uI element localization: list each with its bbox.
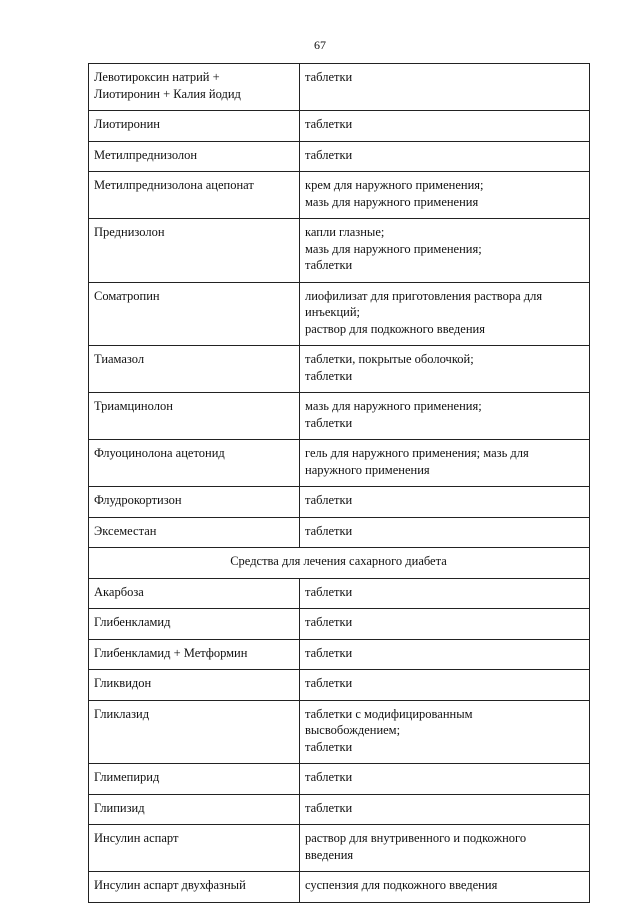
drug-name-cell: [89, 578, 300, 609]
dosage-form: таблетки: [305, 415, 353, 430]
drug-name-cell: [89, 609, 300, 640]
dosage-form-cell: [300, 111, 590, 142]
dosage-form: таблетки с модифицированным: [305, 706, 473, 721]
drug-name: Лиотиронин + Калия йодид: [94, 86, 241, 101]
table-row: [89, 111, 590, 142]
dosage-form: мазь для наружного применения;: [305, 241, 482, 256]
drug-name-cell: [89, 794, 300, 825]
dosage-form: инъекций;: [305, 305, 361, 319]
drug-name-cell: [89, 346, 300, 393]
dosage-form-cell: [300, 487, 590, 518]
drug-name: Флуоцинолона ацетонид: [94, 446, 225, 460]
drug-name: Глипизид: [94, 800, 145, 815]
dosage-form: капли глазные;: [305, 225, 385, 239]
section-header-row: [89, 548, 590, 579]
page-number: 67: [314, 38, 326, 52]
table-row: [89, 172, 590, 219]
table-row: [89, 487, 590, 518]
dosage-form-cell: [300, 346, 590, 393]
dosage-form-cell: [300, 825, 590, 872]
dosage-form: таблетки: [305, 258, 353, 272]
drug-name: Тиамазол: [94, 352, 145, 366]
dosage-form-cell: [300, 440, 590, 487]
drug-name-cell: [89, 393, 300, 440]
drug-name: Соматропин: [94, 288, 160, 303]
dosage-form: гель для наружного применения; мазь для: [305, 446, 529, 460]
dosage-form-cell: [300, 872, 590, 903]
dosage-form: таблетки: [305, 800, 353, 815]
dosage-form-cell: [300, 517, 590, 548]
drug-name-cell: [89, 517, 300, 548]
section-title: Средства для лечения сахарного диабета: [89, 548, 590, 579]
table-row: [89, 346, 590, 393]
drug-name: Лиотиронин: [94, 117, 160, 131]
dosage-form: таблетки: [305, 584, 353, 599]
drug-table: [88, 63, 590, 903]
dosage-form: таблетки: [305, 523, 353, 538]
dosage-form-cell: [300, 64, 590, 111]
drug-name-cell: [89, 64, 300, 111]
drug-name: Эксеместан: [94, 523, 157, 538]
dosage-form: высвобождением;: [305, 723, 401, 737]
drug-name: Гликлазид: [94, 706, 150, 721]
drug-table-body: [89, 64, 590, 903]
table-row: [89, 219, 590, 283]
table-row: [89, 670, 590, 701]
drug-name: Триамцинолон: [94, 399, 173, 413]
dosage-form: крем для наружного применения;: [305, 178, 484, 192]
table-row: [89, 282, 590, 346]
dosage-form: мазь для наружного применения: [305, 194, 479, 209]
dosage-form: таблетки: [305, 739, 353, 754]
dosage-form-cell: [300, 670, 590, 701]
dosage-form: таблетки: [305, 493, 353, 507]
dosage-form: наружного применения: [305, 462, 430, 477]
drug-name: Инсулин аспарт: [94, 831, 179, 845]
dosage-form: таблетки: [305, 117, 353, 131]
dosage-form: таблетки, покрытые оболочкой;: [305, 352, 474, 366]
dosage-form-cell: [300, 639, 590, 670]
drug-name: Метилпреднизолон: [94, 147, 198, 162]
table-row: [89, 517, 590, 548]
dosage-form: лиофилизат для приготовления раствора для: [305, 288, 543, 303]
dosage-form-cell: [300, 700, 590, 764]
dosage-form: таблетки: [305, 368, 353, 383]
drug-name: Гликвидон: [94, 676, 152, 690]
dosage-form-cell: [300, 609, 590, 640]
table-row: [89, 393, 590, 440]
drug-name-cell: [89, 219, 300, 283]
table-row: [89, 872, 590, 903]
dosage-form: суспензия для подкожного введения: [305, 878, 498, 892]
drug-name-cell: [89, 639, 300, 670]
dosage-form-cell: [300, 764, 590, 795]
drug-name-cell: [89, 111, 300, 142]
drug-name: Метилпреднизолона ацепонат: [94, 178, 254, 192]
drug-name-cell: [89, 700, 300, 764]
drug-name-cell: [89, 440, 300, 487]
table-row: [89, 794, 590, 825]
dosage-form: таблетки: [305, 70, 353, 84]
table-row: [89, 141, 590, 172]
drug-name: Преднизолон: [94, 225, 165, 239]
dosage-form: таблетки: [305, 147, 353, 162]
table-row: [89, 440, 590, 487]
dosage-form-cell: [300, 794, 590, 825]
drug-name-cell: [89, 670, 300, 701]
dosage-form-cell: [300, 172, 590, 219]
drug-name-cell: [89, 825, 300, 872]
dosage-form: таблетки: [305, 770, 353, 784]
table-row: [89, 764, 590, 795]
dosage-form-cell: [300, 219, 590, 283]
dosage-form-cell: [300, 282, 590, 346]
drug-name: Глибенкламид + Метформин: [94, 645, 248, 660]
drug-name-cell: [89, 764, 300, 795]
drug-name-cell: [89, 872, 300, 903]
table-row: [89, 825, 590, 872]
drug-name: Инсулин аспарт двухфазный: [94, 878, 246, 892]
dosage-form: таблетки: [305, 615, 353, 629]
drug-name: Глимепирид: [94, 770, 160, 784]
dosage-form: таблетки: [305, 645, 353, 660]
table-row: [89, 609, 590, 640]
drug-name-cell: [89, 141, 300, 172]
table-row: [89, 700, 590, 764]
dosage-form: введения: [305, 847, 354, 862]
table-row: [89, 64, 590, 111]
dosage-form: раствор для внутривенного и подкожного: [305, 831, 527, 845]
dosage-form-cell: [300, 578, 590, 609]
drug-name: Акарбоза: [94, 584, 144, 599]
table-row: [89, 639, 590, 670]
drug-name-cell: [89, 172, 300, 219]
drug-name: Глибенкламид: [94, 615, 171, 629]
dosage-form: раствор для подкожного введения: [305, 321, 485, 336]
dosage-form-cell: [300, 141, 590, 172]
drug-name-cell: [89, 487, 300, 518]
drug-name: Флудрокортизон: [94, 493, 182, 507]
dosage-form-cell: [300, 393, 590, 440]
dosage-form: таблетки: [305, 676, 353, 690]
drug-name: Левотироксин натрий +: [94, 70, 220, 84]
table-row: [89, 578, 590, 609]
drug-name-cell: [89, 282, 300, 346]
dosage-form: мазь для наружного применения;: [305, 399, 482, 413]
